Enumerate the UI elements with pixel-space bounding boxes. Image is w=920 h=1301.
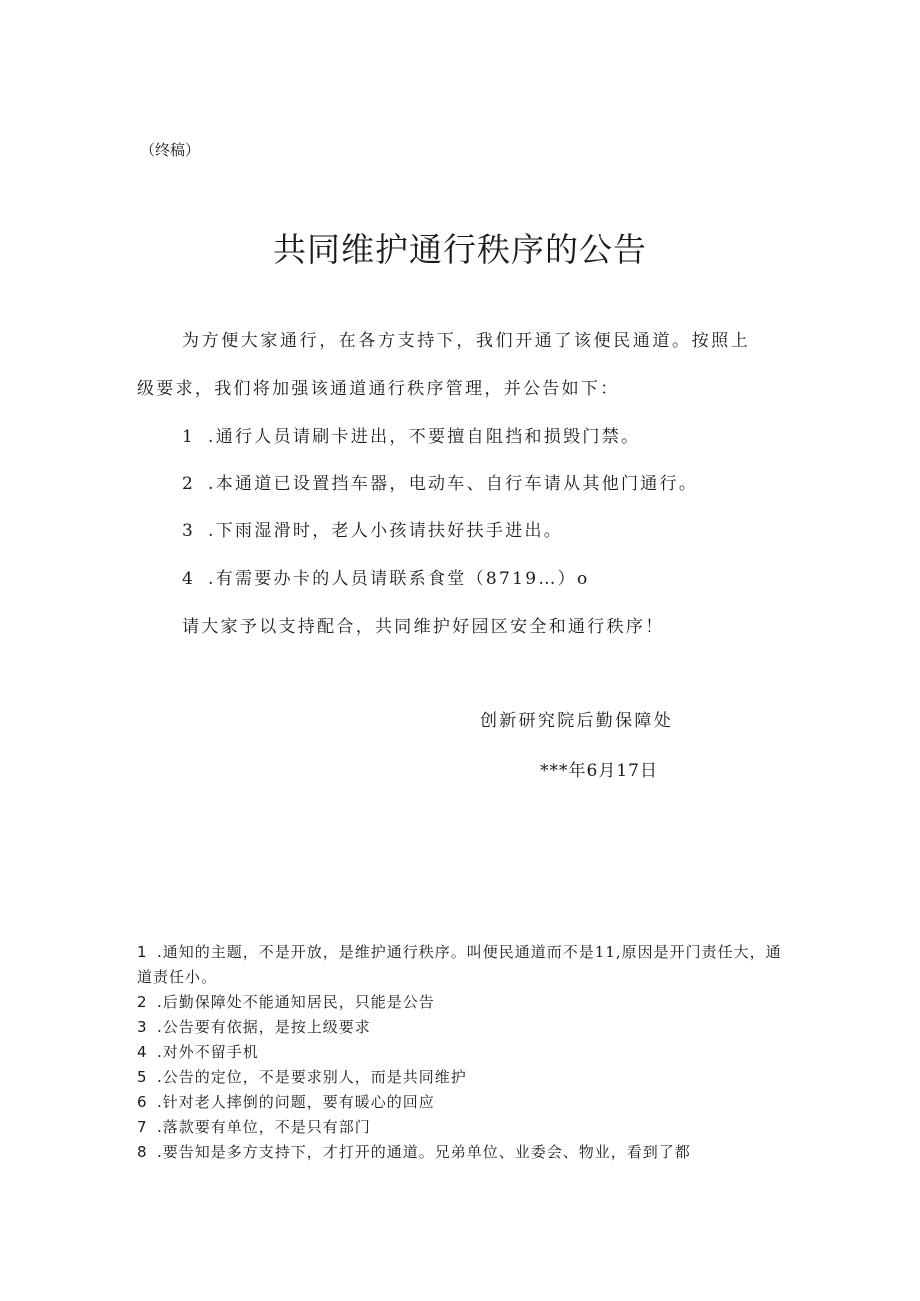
note-item: [137, 1040, 787, 1065]
note-item: [137, 990, 787, 1015]
notice-item: [182, 564, 590, 589]
item-number: 3: [182, 521, 196, 541]
note-number: 7: [137, 1118, 148, 1136]
note-number: 2: [137, 993, 148, 1011]
note-item: [137, 1065, 787, 1090]
item-text: .有需要办卡的人员请联系食堂（8719…）o: [208, 569, 590, 589]
note-text: .要告知是多方支持下，才打开的通道。兄弟单位、业委会、物业，看到了都: [157, 1143, 691, 1161]
note-number: 4: [137, 1043, 148, 1061]
note-text: .后勤保障处不能通知居民，只能是公告: [157, 993, 435, 1011]
note-number: 3: [137, 1018, 148, 1036]
note-text: .公告要有依据，是按上级要求: [157, 1018, 371, 1036]
note-item: [137, 1140, 787, 1165]
document-title: 共同维护通行秩序的公告: [273, 230, 647, 269]
notice-item: [182, 422, 640, 447]
annotation-notes: [137, 940, 787, 1165]
note-text: .对外不留手机: [157, 1043, 259, 1061]
note-number: 6: [137, 1093, 148, 1111]
item-number: 1: [182, 427, 196, 447]
signature-org: 创新研究院后勤保障处: [480, 711, 673, 731]
notice-item: [182, 516, 563, 541]
item-text: .本通道已设置挡车器，电动车、自行车请从其他门通行。: [208, 474, 699, 494]
note-number: 1: [137, 943, 148, 961]
notice-item: [182, 469, 698, 494]
draft-label: （终稿）: [140, 141, 201, 159]
note-item: [137, 1090, 787, 1115]
note-text: .公告的定位，不是要求别人，而是共同维护: [157, 1068, 467, 1086]
note-item: [137, 940, 787, 990]
note-item: [137, 1015, 787, 1040]
note-text: .通知的主题，不是开放，是维护通行秩序。叫便民通道而不是11,原因是开门责任大，通道责任小。: [137, 943, 782, 986]
item-text: .下雨湿滑时，老人小孩请扶好扶手进出。: [208, 521, 564, 541]
note-number: 8: [137, 1143, 148, 1161]
item-text: .通行人员请刷卡进出，不要擅自阻挡和损毁门禁。: [208, 427, 641, 447]
item-number: 2: [182, 474, 196, 494]
note-text: .落款要有单位，不是只有部门: [157, 1118, 371, 1136]
note-text: .针对老人摔倒的问题，要有暖心的回应: [157, 1093, 435, 1111]
intro-line-1: 为方便大家通行，在各方支持下，我们开通了该便民通道。按照上: [182, 331, 751, 351]
intro-line-2: 级要求，我们将加强该通道通行秩序管理，并公告如下：: [137, 379, 620, 399]
note-item: [137, 1115, 787, 1140]
closing-line: 请大家予以支持配合，共同维护好园区安全和通行秩序！: [182, 617, 665, 637]
item-number: 4: [182, 569, 196, 589]
signature-date: ***年6月17日: [540, 761, 658, 781]
note-number: 5: [137, 1068, 148, 1086]
